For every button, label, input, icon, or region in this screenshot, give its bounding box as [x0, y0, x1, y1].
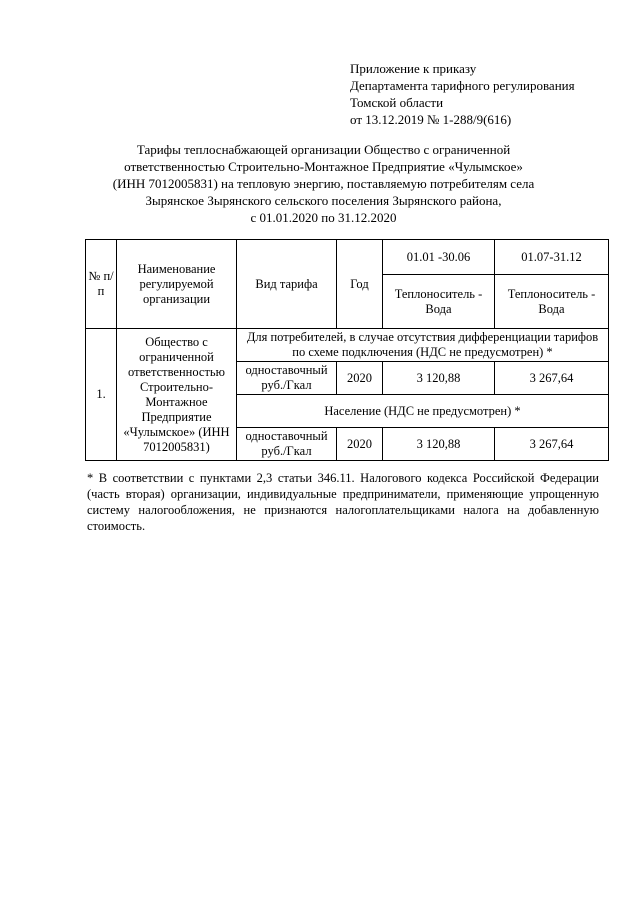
document-title: [80, 141, 567, 226]
tariff-value-cell: 3 120,88: [383, 362, 495, 395]
header-carrier-1: Теплоноситель - Вода: [383, 275, 495, 329]
year-cell: 2020: [337, 362, 383, 395]
row-num: 1.: [86, 329, 117, 461]
header-period-2: 01.07-31.12: [495, 240, 609, 275]
tariff-value-cell: 3 120,88: [383, 428, 495, 461]
tariff-type-cell: одноставочный руб./Гкал: [237, 428, 337, 461]
title-line: (ИНН 7012005831) на тепловую энергию, поставляемую потребителям села: [112, 176, 535, 191]
row-org: Общество с ограниченной ответственностью Строительно-Монтажное Предприятие «Чулымское» (ИНН 7012005831): [117, 329, 237, 461]
tariff-type-cell: одноставочный руб./Гкал: [237, 362, 337, 395]
title-line: с 01.01.2020 по 31.12.2020: [250, 210, 397, 225]
header-year: Год: [337, 240, 383, 329]
title-line: Зырянское Зырянского сельского поселения Зырянского района,: [145, 193, 502, 208]
group-label-no-diff: Для потребителей, в случае отсутствия дифференциации тарифов по схеме подключения (НДС не предусмотрен) *: [237, 329, 609, 362]
tariff-value-cell: 3 267,64: [495, 362, 609, 395]
tariff-table: [85, 239, 609, 461]
tariff-value-cell: 3 267,64: [495, 428, 609, 461]
appendix-header: [350, 60, 575, 128]
group-label-population: Население (НДС не предусмотрен) *: [237, 395, 609, 428]
appendix-line: Приложение к приказу: [350, 61, 477, 76]
appendix-line: от 13.12.2019 № 1-288/9(616): [350, 112, 512, 127]
footnote: * В соответствии с пунктами 2,3 статьи 346.11. Налогового кодекса Российской Федерации (часть вторая) организации, индивидуальные предприниматели, применяющие упрощенную систему налогообложения, не признаются налогоплательщиками налога на добавленную стоимость.: [87, 471, 599, 533]
appendix-line: Томской области: [350, 95, 444, 110]
title-line: Тарифы теплоснабжающей организации Общество с ограниченной: [136, 142, 511, 157]
title-line: ответственностью Строительно-Монтажное Предприятие «Чулымское»: [124, 159, 523, 174]
header-period-1: 01.01 -30.06: [383, 240, 495, 275]
appendix-line: Департамента тарифного регулирования: [350, 78, 575, 93]
header-carrier-2: Теплоноситель - Вода: [495, 275, 609, 329]
header-num: № п/п: [86, 240, 117, 329]
header-org: Наименование регулируемой организации: [117, 240, 237, 329]
year-cell: 2020: [337, 428, 383, 461]
header-tariff-type: Вид тарифа: [237, 240, 337, 329]
